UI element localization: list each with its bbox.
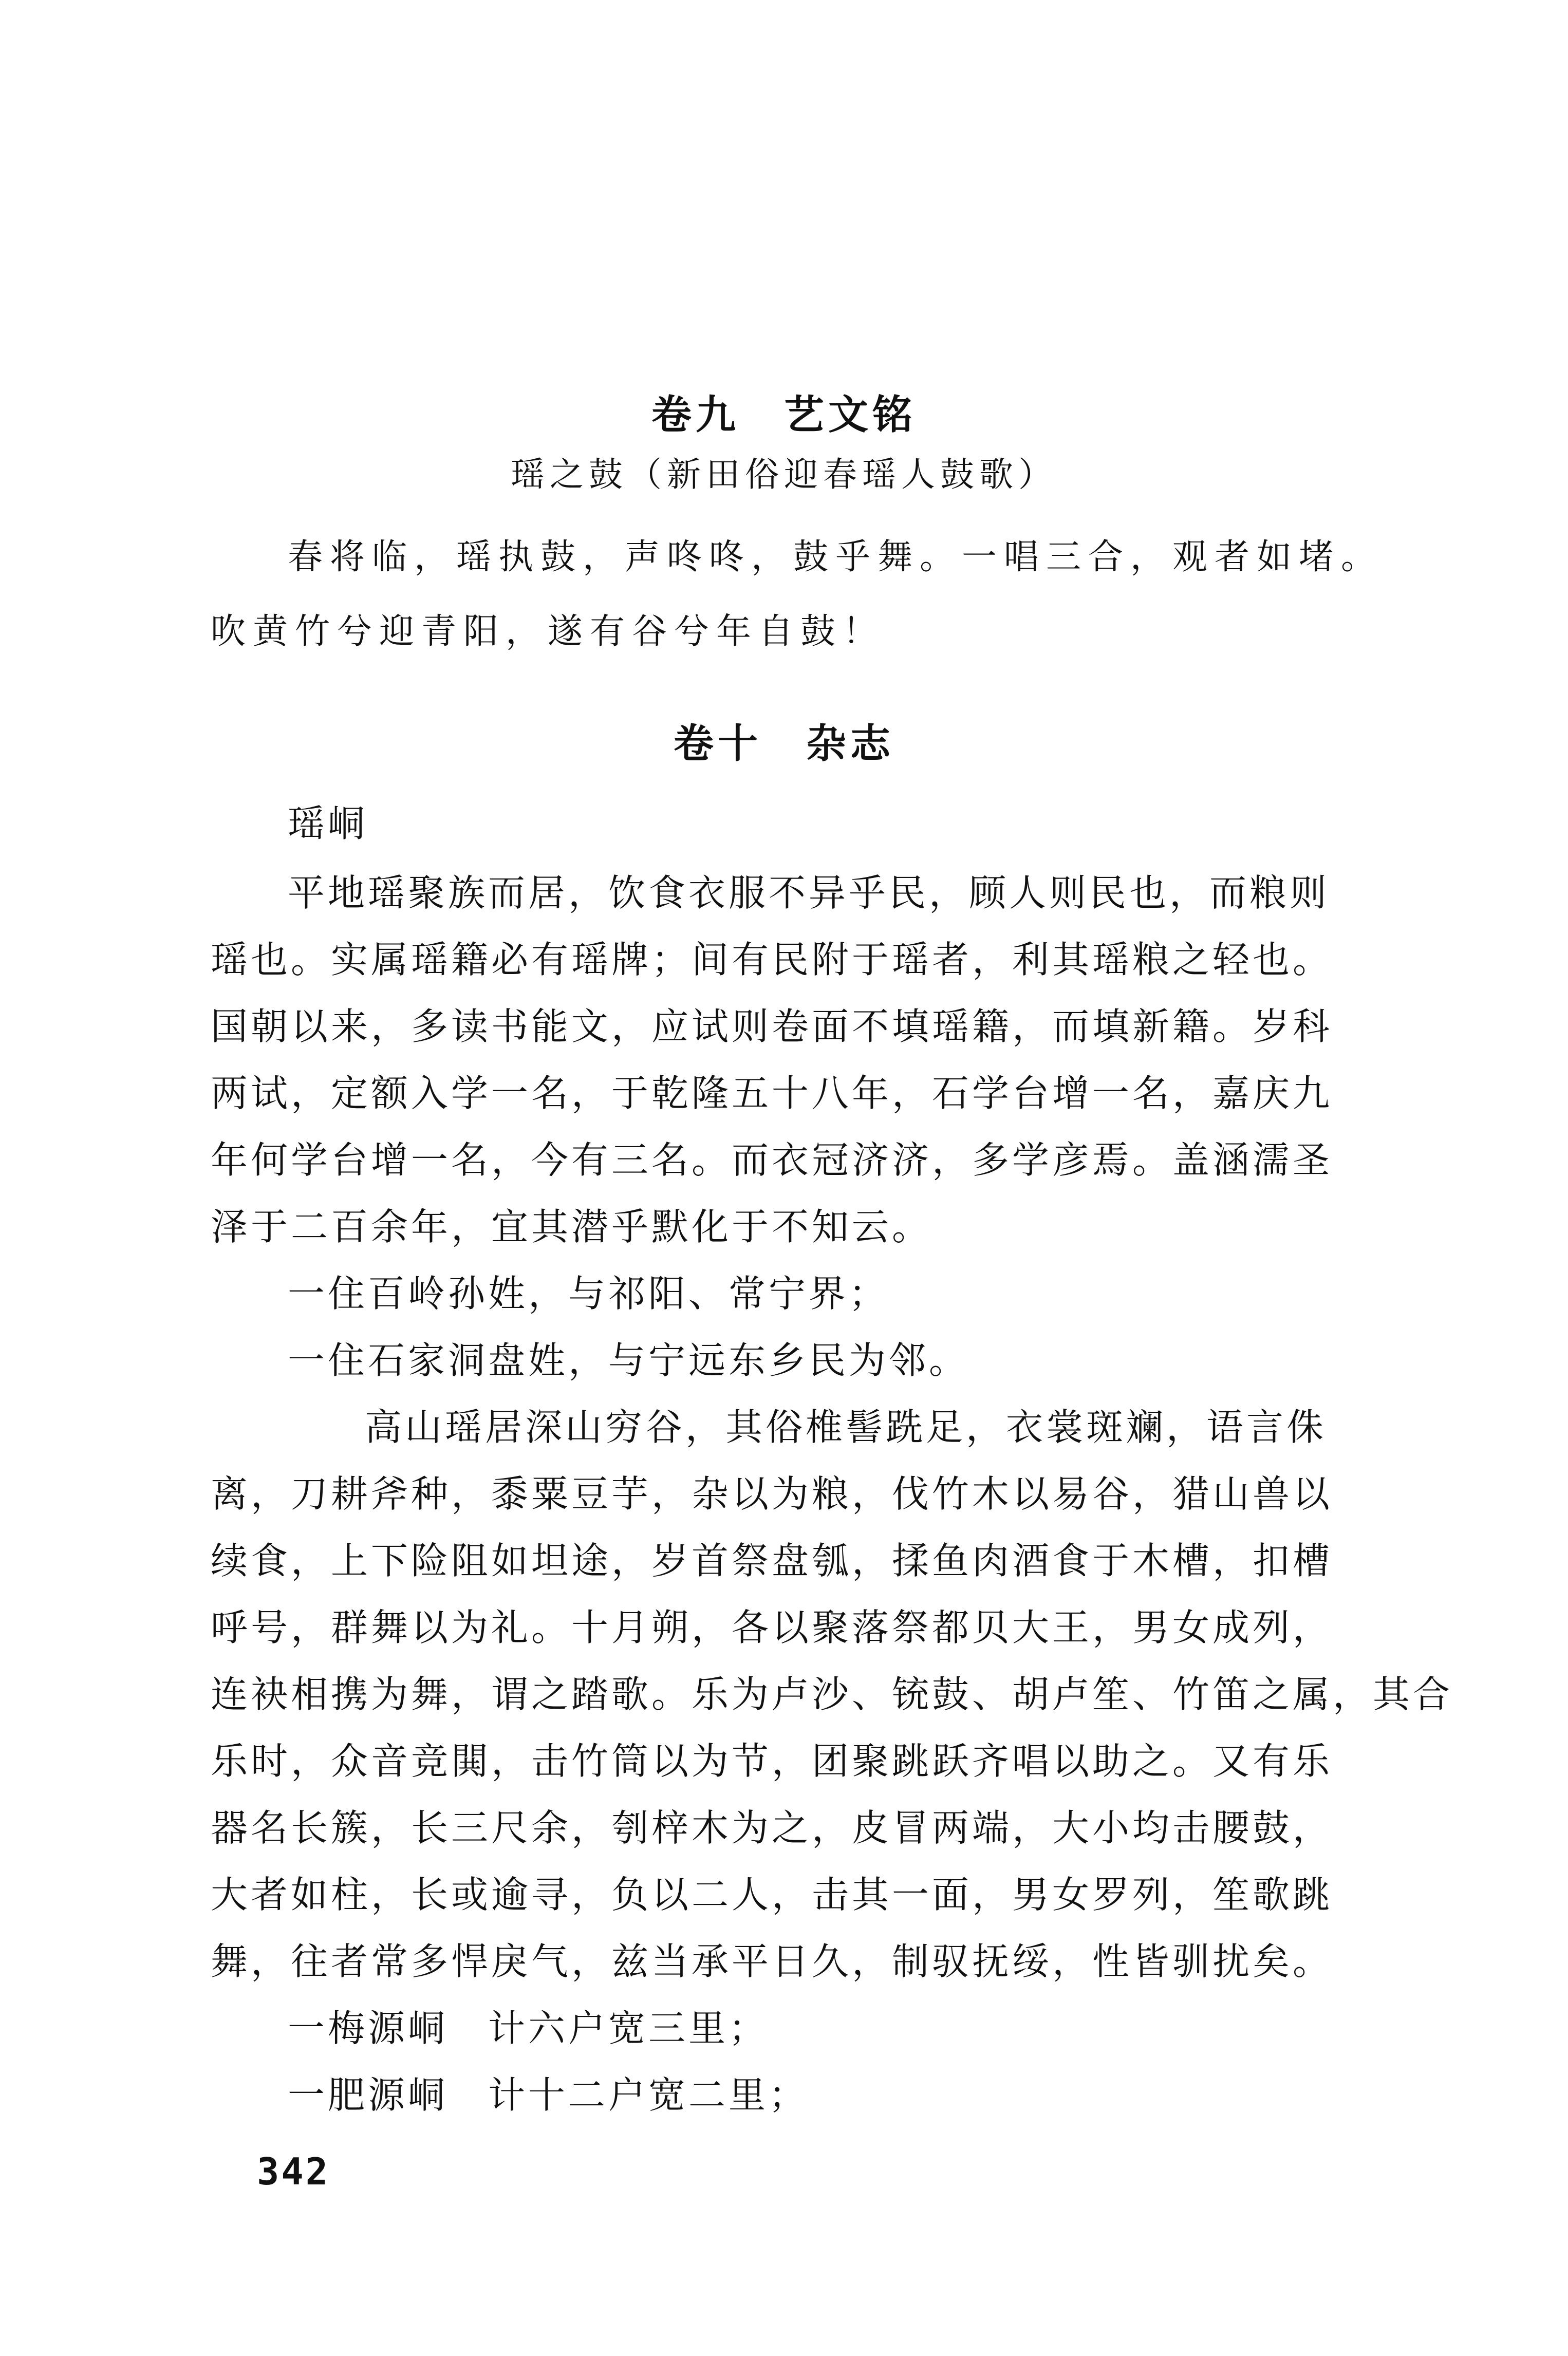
section-9-title: 卷九 艺文铭 [651, 392, 917, 438]
section-9-subtitle: 瑶之鼓（新田俗迎春瑶人鼓歌） [511, 455, 1057, 494]
section-10-title: 卷十 杂志 [673, 721, 894, 767]
paragraph-1-line-4: 两试，定额入学一名，于乾隆五十八年，石学台增一名，嘉庆九 [211, 1072, 1333, 1115]
paragraph-2-line-5: 连袂相携为舞，谓之踏歌。乐为卢沙、铳鼓、胡卢笙、竹笛之属，其合 [211, 1673, 1453, 1716]
paragraph-2-line-2: 离，刀耕斧种，黍粟豆芋，杂以为粮，伐竹木以易谷，猎山兽以 [211, 1472, 1333, 1516]
paragraph-2-line-6: 乐时，众音竞閧，击竹筒以为节，团聚跳跃齐唱以助之。又有乐 [211, 1740, 1333, 1783]
paragraph-2-line-7: 器名长簇，长三尺余，刳梓木为之，皮冒两端，大小均击腰鼓， [211, 1806, 1333, 1849]
poem-line-2: 吹黄竹兮迎青阳，遂有谷兮年自鼓！ [211, 611, 885, 652]
paragraph-1-line-6: 泽于二百余年，宜其潜乎默化于不知云。 [211, 1205, 932, 1248]
paragraph-1-line-3: 国朝以来，多读书能文，应试则卷面不填瑶籍，而填新籍。岁科 [211, 1005, 1333, 1048]
paragraph-2-line-8: 大者如柱，长或逾寻，负以二人，击其一面，男女罗列，笙歌跳 [211, 1873, 1333, 1916]
entry-meiyuan: 一梅源峒 计六户宽三里； [288, 2007, 769, 2050]
entry-shijiadong: 一住石家洞盘姓，与宁远东乡民为邻。 [288, 1339, 969, 1382]
paragraph-2-line-4: 呼号，群舞以为礼。十月朔，各以聚落祭都贝大王，男女成列， [211, 1606, 1333, 1649]
paragraph-2-line-1: 高山瑶居深山穷谷，其俗椎髻跣足，衣裳斑斓，语言侏 [365, 1406, 1327, 1449]
paragraph-1-line-2: 瑶也。实属瑶籍必有瑶牌；间有民附于瑶者，利其瑶粮之轻也。 [211, 938, 1333, 981]
page-number: 342 [257, 2150, 330, 2193]
paragraph-1-line-5: 年何学台增一名，今有三名。而衣冠济济，多学彦焉。盖涵濡圣 [211, 1138, 1333, 1182]
entry-feiyuan: 一肥源峒 计十二户宽二里； [288, 2073, 809, 2117]
entry-baijiling: 一住百岭孙姓，与祁阳、常宁界； [288, 1272, 889, 1315]
paragraph-1-line-1: 平地瑶聚族而居，饮食衣服不异乎民，顾人则民也，而粮则 [288, 871, 1330, 914]
topic-heading: 瑶峒 [288, 802, 368, 845]
paragraph-2-line-3: 续食，上下险阻如坦途，岁首祭盘瓠，揉鱼肉酒食于木槽，扣槽 [211, 1539, 1333, 1582]
paragraph-2-line-9: 舞，往者常多悍戾气，兹当承平日久，制驭抚绥，性皆驯扰矣。 [211, 1940, 1333, 1983]
poem-line-1: 春将临，瑶执鼓，声咚咚，鼓乎舞。一唱三合，观者如堵。 [288, 537, 1384, 577]
